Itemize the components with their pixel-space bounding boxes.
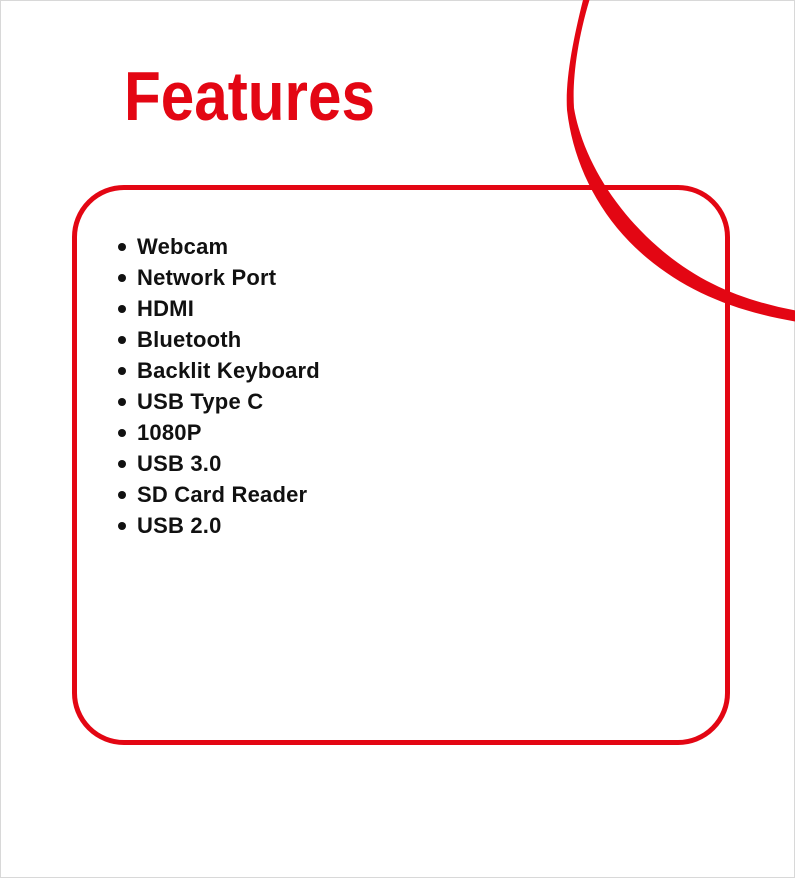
bullet-icon	[118, 491, 126, 499]
list-item	[118, 355, 320, 386]
feature-label: Backlit Keyboard	[137, 357, 320, 383]
list-item	[118, 386, 320, 417]
bullet-icon	[118, 305, 126, 313]
feature-label: Webcam	[137, 233, 229, 259]
bullet-icon	[118, 398, 126, 406]
list-item	[118, 262, 320, 293]
bullet-icon	[118, 274, 126, 282]
bullet-icon	[118, 522, 126, 530]
features-panel	[72, 185, 730, 745]
feature-label: USB 3.0	[137, 450, 222, 476]
list-item	[118, 479, 320, 510]
list-item	[118, 417, 320, 448]
feature-label: Network Port	[137, 264, 277, 290]
feature-label: Bluetooth	[137, 326, 242, 352]
feature-label: USB 2.0	[137, 512, 222, 538]
bullet-icon	[118, 460, 126, 468]
feature-label: USB Type C	[137, 388, 264, 414]
feature-label: HDMI	[137, 295, 195, 321]
list-item	[118, 324, 320, 355]
bullet-icon	[118, 243, 126, 251]
page-title: Features	[124, 57, 375, 135]
feature-label: 1080P	[137, 419, 202, 445]
list-item	[118, 510, 320, 541]
bullet-icon	[118, 429, 126, 437]
bullet-icon	[118, 336, 126, 344]
list-item	[118, 448, 320, 479]
bullet-icon	[118, 367, 126, 375]
list-item	[118, 231, 320, 262]
list-item	[118, 293, 320, 324]
feature-list	[118, 231, 320, 541]
feature-label: SD Card Reader	[137, 481, 308, 507]
